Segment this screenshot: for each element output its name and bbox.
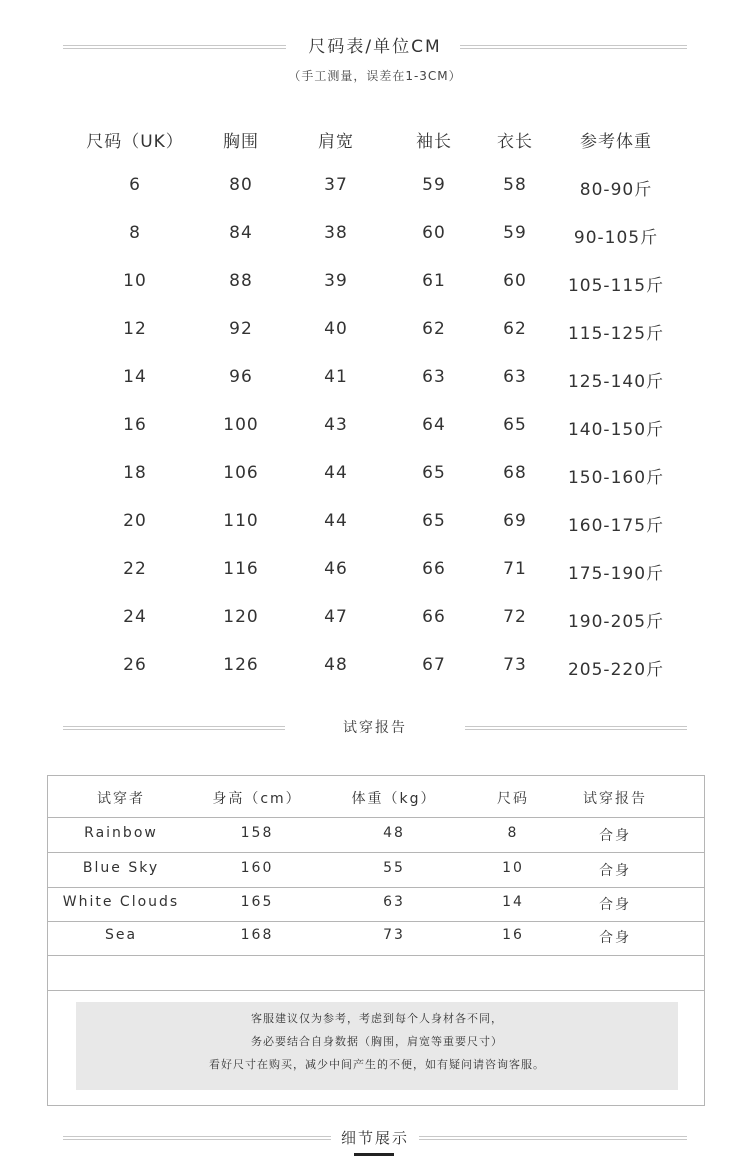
header-trial-size: 尺码	[497, 791, 529, 807]
cell-sleeve: 62	[422, 319, 446, 339]
header-sleeve: 袖长	[416, 132, 452, 152]
cell-shoulder: 39	[324, 271, 348, 291]
measurement-note: （手工测量，误差在1-3CM）	[288, 69, 462, 83]
cell-shoulder: 40	[324, 319, 348, 339]
trial-table-header	[48, 776, 704, 818]
cell-fit-report: 合身	[599, 863, 631, 879]
cell-shoulder: 48	[324, 655, 348, 675]
cell-shoulder: 43	[324, 415, 348, 435]
size-chart-title: 尺码表/单位CM	[308, 37, 442, 57]
cell-chest: 116	[223, 559, 259, 579]
cell-fit-report: 合身	[599, 930, 631, 946]
header-size: 尺码（UK）	[86, 132, 184, 152]
cell-weight: 115-125斤	[567, 324, 665, 344]
cell-shoulder: 37	[324, 175, 348, 195]
table-row	[0, 451, 750, 499]
header-fit-report: 试穿报告	[583, 791, 647, 807]
cell-weight: 205-220斤	[567, 660, 665, 680]
detail-title: 细节展示	[340, 1129, 409, 1147]
table-row	[0, 307, 750, 355]
table-row	[48, 818, 704, 853]
cell-sleeve: 65	[422, 463, 446, 483]
cell-size: 8	[129, 223, 141, 243]
cell-trial-size: 14	[502, 894, 524, 910]
cell-sleeve: 66	[422, 607, 446, 627]
cell-length: 63	[503, 367, 527, 387]
cell-weight: 190-205斤	[567, 612, 665, 632]
empty-row	[48, 956, 704, 991]
cell-chest: 96	[229, 367, 253, 387]
cell-tester: Blue Sky	[82, 860, 160, 876]
cell-length: 65	[503, 415, 527, 435]
cell-sleeve: 60	[422, 223, 446, 243]
cell-shoulder: 46	[324, 559, 348, 579]
cell-size: 18	[123, 463, 147, 483]
header-weight: 参考体重	[580, 132, 652, 152]
cell-size: 14	[123, 367, 147, 387]
cell-weight: 80-90斤	[579, 180, 653, 200]
divider-line	[460, 45, 687, 49]
cell-length: 71	[503, 559, 527, 579]
header-body-weight: 体重（kg）	[351, 791, 437, 807]
size-table-header	[0, 115, 750, 163]
cell-chest: 106	[223, 463, 259, 483]
cell-size: 16	[123, 415, 147, 435]
cell-height: 168	[240, 927, 274, 943]
advice-box	[76, 1002, 678, 1090]
cell-tester: Rainbow	[84, 825, 158, 841]
cell-chest: 84	[229, 223, 253, 243]
advice-line: 客服建议仅为参考，考虑到每个人身材各不同，	[251, 1012, 503, 1025]
cell-length: 62	[503, 319, 527, 339]
cell-chest: 92	[229, 319, 253, 339]
trial-report-heading	[63, 718, 687, 738]
cell-shoulder: 38	[324, 223, 348, 243]
cell-fit-report: 合身	[599, 897, 631, 913]
cell-chest: 120	[223, 607, 259, 627]
header-tester: 试穿者	[97, 791, 145, 807]
cell-chest: 126	[223, 655, 259, 675]
table-row	[48, 922, 704, 956]
detail-heading	[63, 1128, 687, 1148]
cell-tester: Sea	[104, 927, 138, 943]
cell-trial-size: 16	[502, 927, 524, 943]
cell-weight: 175-190斤	[567, 564, 665, 584]
cell-length: 72	[503, 607, 527, 627]
trial-report-title: 试穿报告	[343, 720, 407, 736]
cell-sleeve: 65	[422, 511, 446, 531]
cell-body-weight: 73	[383, 927, 405, 943]
divider-line	[419, 1136, 687, 1140]
advice-line: 看好尺寸在购买，减少中间产生的不便，如有疑问请咨询客服。	[209, 1058, 545, 1071]
table-row	[48, 853, 704, 888]
cell-weight: 105-115斤	[567, 276, 665, 296]
cell-body-weight: 63	[383, 894, 405, 910]
cell-shoulder: 44	[324, 511, 348, 531]
cell-body-weight: 48	[383, 825, 405, 841]
cell-height: 160	[240, 860, 274, 876]
cell-trial-size: 8	[507, 825, 519, 841]
trial-report-table	[47, 775, 705, 1106]
cell-size: 22	[123, 559, 147, 579]
cell-fit-report: 合身	[599, 828, 631, 844]
size-table	[0, 115, 750, 691]
header-shoulder: 肩宽	[318, 132, 354, 152]
cell-length: 69	[503, 511, 527, 531]
cell-sleeve: 64	[422, 415, 446, 435]
cell-tester: White Clouds	[62, 894, 180, 910]
cell-chest: 110	[223, 511, 259, 531]
table-row	[0, 259, 750, 307]
cell-weight: 160-175斤	[567, 516, 665, 536]
divider-line	[465, 726, 687, 730]
table-row	[0, 595, 750, 643]
cell-length: 68	[503, 463, 527, 483]
cell-size: 26	[123, 655, 147, 675]
table-row	[0, 163, 750, 211]
cell-chest: 100	[223, 415, 259, 435]
cell-sleeve: 61	[422, 271, 446, 291]
table-row	[0, 499, 750, 547]
advice-line: 务必要结合自身数据（胸围，肩宽等重要尺寸）	[251, 1035, 503, 1048]
cell-sleeve: 66	[422, 559, 446, 579]
cell-weight: 140-150斤	[567, 420, 665, 440]
cell-sleeve: 63	[422, 367, 446, 387]
cell-chest: 80	[229, 175, 253, 195]
cell-size: 20	[123, 511, 147, 531]
cell-sleeve: 67	[422, 655, 446, 675]
cell-length: 59	[503, 223, 527, 243]
detail-underline	[354, 1153, 394, 1156]
table-row	[0, 403, 750, 451]
cell-weight: 125-140斤	[567, 372, 665, 392]
table-row	[48, 888, 704, 922]
cell-size: 24	[123, 607, 147, 627]
cell-sleeve: 59	[422, 175, 446, 195]
cell-size: 10	[123, 271, 147, 291]
cell-length: 58	[503, 175, 527, 195]
cell-shoulder: 47	[324, 607, 348, 627]
cell-weight: 150-160斤	[567, 468, 665, 488]
table-row	[0, 547, 750, 595]
header-chest: 胸围	[223, 132, 259, 152]
header-height: 身高（cm）	[212, 791, 302, 807]
cell-size: 6	[129, 175, 141, 195]
cell-weight: 90-105斤	[573, 228, 659, 248]
cell-shoulder: 41	[324, 367, 348, 387]
cell-length: 73	[503, 655, 527, 675]
cell-trial-size: 10	[502, 860, 524, 876]
cell-length: 60	[503, 271, 527, 291]
cell-shoulder: 44	[324, 463, 348, 483]
size-chart-heading	[63, 37, 687, 57]
cell-chest: 88	[229, 271, 253, 291]
table-row	[0, 211, 750, 259]
cell-height: 165	[240, 894, 274, 910]
table-row	[0, 643, 750, 691]
cell-body-weight: 55	[383, 860, 405, 876]
cell-size: 12	[123, 319, 147, 339]
header-length: 衣长	[497, 132, 533, 152]
table-row	[0, 355, 750, 403]
cell-height: 158	[240, 825, 274, 841]
